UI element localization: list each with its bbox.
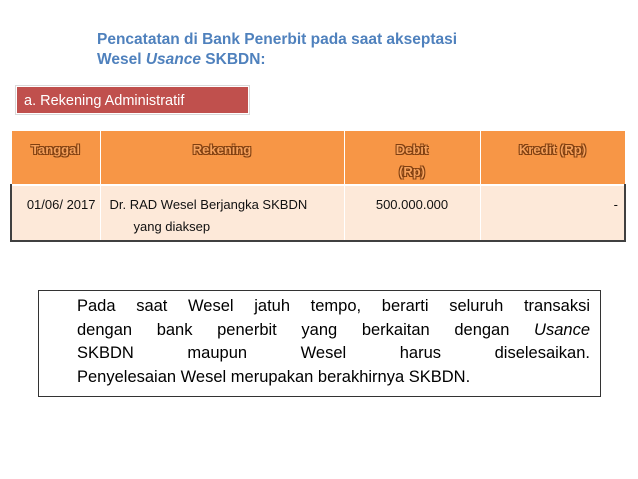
note-line-1: Pada saat Wesel jatuh tempo, berarti seluruh transaksi — [77, 297, 590, 315]
slide-title — [97, 30, 567, 70]
cell-rekening — [100, 185, 344, 241]
header-rekening: Rekening — [100, 131, 344, 185]
cell-debit: 500.000.000 — [344, 185, 480, 241]
note-line-2-text: dengan bank penerbit yang berkaitan dengan — [77, 320, 535, 339]
rekening-account-continued: yang diaksep — [133, 219, 211, 234]
slide-title-line-1: Pencatatan di Bank Penerbit pada saat akseptasi — [97, 31, 458, 48]
header-kredit: Kredit (Rp) — [480, 131, 625, 185]
title-text-wesel: Wesel — [97, 51, 146, 68]
rekening-account: Dr. RAD Wesel Berjangka SKBDN — [109, 197, 308, 212]
note-line-4: Penyelesaian Wesel merupakan berakhirnya SKBDN. — [77, 367, 471, 386]
title-text-skbdn: SKBDN: — [200, 51, 266, 68]
header-tanggal: Tanggal — [11, 131, 100, 185]
note-box — [38, 290, 601, 397]
section-label: a. Rekening Administratif — [16, 86, 249, 114]
header-debit-label: Debit — [395, 142, 429, 157]
cell-kredit: - — [480, 185, 625, 241]
note-line-3: SKBDN maupun Wesel harus diselesaikan. — [77, 344, 590, 362]
journal-header-row — [11, 131, 625, 185]
note-line-2-italic: Usance — [534, 320, 590, 339]
header-debit-unit: (Rp) — [399, 164, 425, 179]
cell-tanggal: 01/06/ 2017 — [11, 185, 100, 241]
header-debit — [344, 131, 480, 185]
table-row — [11, 185, 625, 241]
journal-table — [10, 131, 626, 242]
note-line-2 — [77, 319, 590, 343]
title-text-usance: Usance — [145, 51, 201, 68]
slide-title-line-2 — [97, 50, 567, 70]
